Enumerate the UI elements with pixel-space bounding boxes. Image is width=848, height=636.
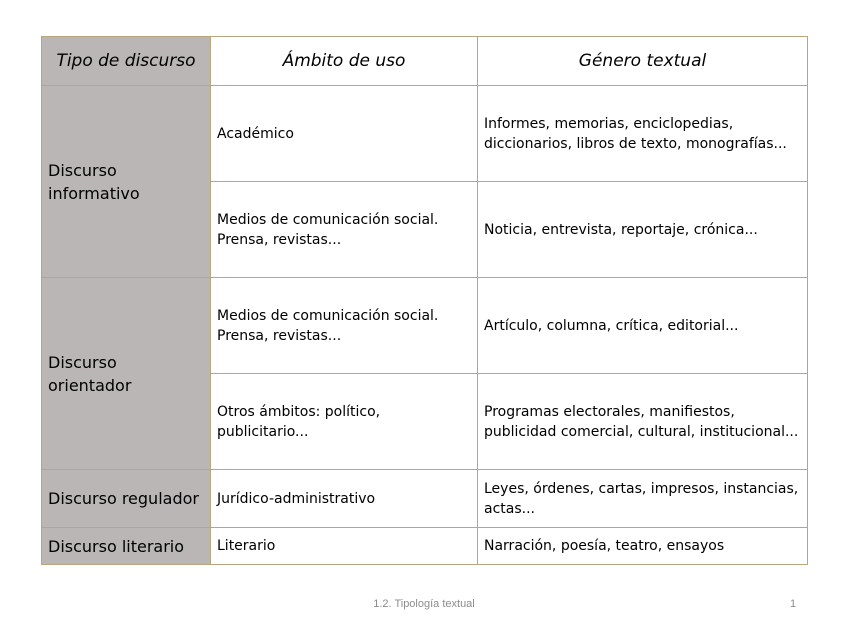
scope-cell: Literario: [211, 528, 478, 565]
page-number: 1: [790, 598, 797, 610]
discourse-type-cell: Discurso literario: [42, 528, 211, 565]
table-row: [42, 470, 808, 528]
header-discourse-type: Tipo de discurso: [42, 37, 211, 86]
discourse-type-cell: Discurso orientador: [42, 278, 211, 470]
scope-cell: Jurídico-administrativo: [211, 470, 478, 528]
table-header-row: [42, 37, 808, 86]
scope-cell: Académico: [211, 86, 478, 182]
header-text-genre: Género textual: [478, 37, 808, 86]
table-row: [42, 278, 808, 374]
table-row: [42, 528, 808, 565]
genre-cell: Informes, memorias, enciclopedias, diccionarios, libros de texto, monografías...: [478, 86, 808, 182]
genre-cell: Leyes, órdenes, cartas, impresos, instancias, actas...: [478, 470, 808, 528]
scope-cell: Medios de comunicación social. Prensa, revistas...: [211, 278, 478, 374]
genre-cell: Artículo, columna, crítica, editorial...: [478, 278, 808, 374]
genre-cell: Noticia, entrevista, reportaje, crónica...: [478, 182, 808, 278]
scope-cell: Medios de comunicación social. Prensa, revistas...: [211, 182, 478, 278]
footer-title: 1.2. Tipología textual: [373, 598, 475, 610]
discourse-type-cell: Discurso regulador: [42, 470, 211, 528]
scope-cell: Otros ámbitos: político, publicitario...: [211, 374, 478, 470]
table-row: [42, 86, 808, 182]
discourse-typology-table: [41, 36, 808, 565]
header-scope-of-use: Ámbito de uso: [211, 37, 478, 86]
genre-cell: Programas electorales, manifiestos, publicidad comercial, cultural, institucional...: [478, 374, 808, 470]
genre-cell: Narración, poesía, teatro, ensayos: [478, 528, 808, 565]
discourse-type-cell: Discurso informativo: [42, 86, 211, 278]
